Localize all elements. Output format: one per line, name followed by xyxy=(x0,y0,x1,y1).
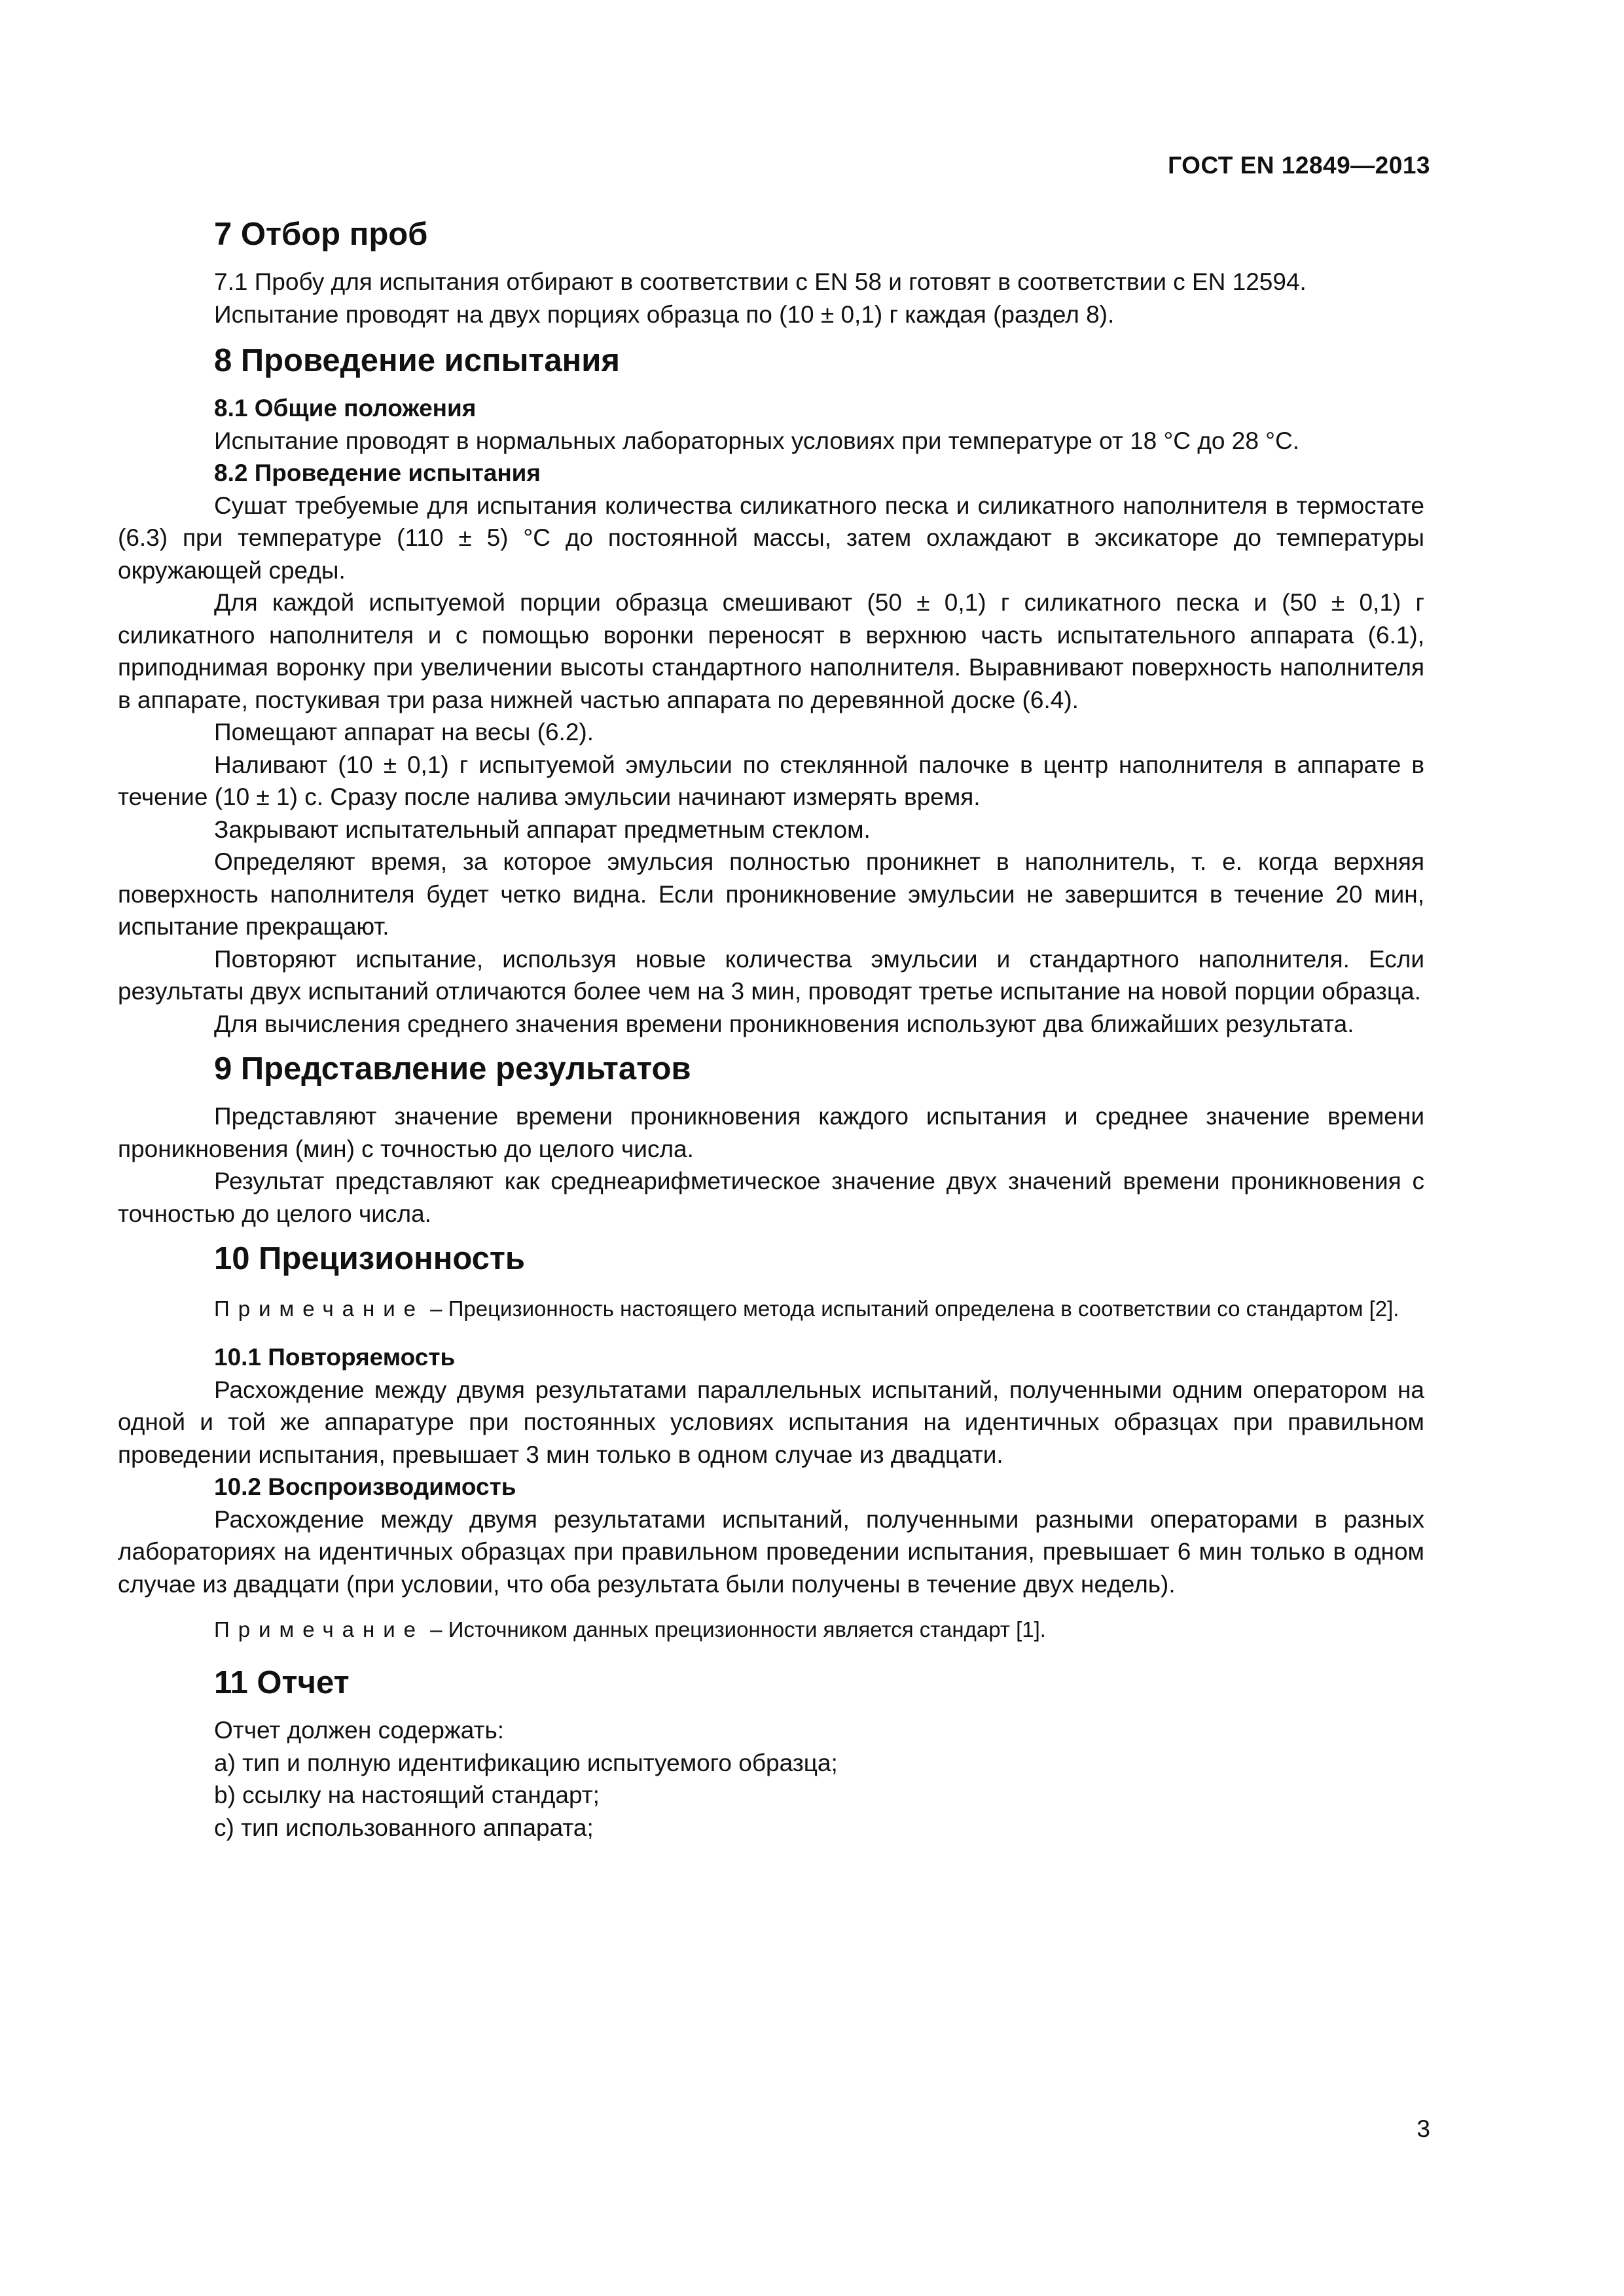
note-label: Примечание xyxy=(214,1617,425,1641)
paragraph: Повторяют испытание, используя новые количества эмульсии и стандартного наполнителя. Если результаты двух испытаний отличаются более чем на 3 мин, проводят третье испытание на новой порции образца. xyxy=(118,945,1424,1005)
paragraph: Расхождение между двумя результатами испытаний, полученными разными операторами в разных лабораториях на идентичных образцах при правильном проведении испытания, превышает 6 мин только в одном случае из двадцати (при условии, что оба результата были получены в течение двух недель). xyxy=(118,1505,1424,1598)
report-intro: Отчет должен содержать: xyxy=(214,1717,505,1744)
page-number: 3 xyxy=(1416,2115,1430,2142)
paragraph: Закрывают испытательный аппарат предметным стеклом. xyxy=(214,816,871,843)
subsection-10-2-heading: 10.2 Воспроизводимость xyxy=(214,1473,516,1500)
paragraph: Испытание проводят в нормальных лабораторных условиях при температуре от 18 °С до 28 °С. xyxy=(214,427,1299,454)
document-body xyxy=(118,208,1424,1844)
section-9-heading: 9 Представление результатов xyxy=(214,1051,691,1086)
list-item: a) тип и полную идентификацию испытуемого образца; xyxy=(214,1749,838,1776)
paragraph: 7.1 Пробу для испытания отбирают в соответствии с EN 58 и готовят в соответствии с EN 12594. xyxy=(214,268,1307,295)
note-text: – Прецизионность настоящего метода испытаний определена в соответствии со стандартом [2]. xyxy=(424,1297,1399,1321)
note-label: Примечание xyxy=(214,1297,425,1321)
note xyxy=(118,1615,1424,1645)
paragraph: Представляют значение времени проникновения каждого испытания и среднее значение времени проникновения (мин) с точностью до целого числа. xyxy=(118,1103,1424,1162)
section-7-heading: 7 Отбор проб xyxy=(214,217,428,252)
note xyxy=(118,1294,1424,1324)
paragraph: Определяют время, за которое эмульсия полностью проникнет в наполнитель, т. е. когда верхняя поверхность наполнителя будет четко видна. Если проникновение эмульсии не завершится в течение 20 мин, испытание прекращают. xyxy=(118,848,1424,940)
subsection-8-1-heading: 8.1 Общие положения xyxy=(214,395,477,422)
list-item: c) тип использованного аппарата; xyxy=(214,1814,594,1841)
paragraph: Испытание проводят на двух порциях образца по (10 ± 0,1) г каждая (раздел 8). xyxy=(214,300,1115,328)
section-11-heading: 11 Отчет xyxy=(214,1665,350,1700)
note-text: – Источником данных прецизионности является стандарт [1]. xyxy=(424,1617,1046,1641)
document-code: ГОСТ EN 12849—2013 xyxy=(1168,152,1430,179)
paragraph: Расхождение между двумя результатами параллельных испытаний, полученными одним оператором на одной и той же аппаратуре при постоянных условиях испытания на идентичных образцах при правильном проведении испытания, превышает 3 мин только в одном случае из двадцати. xyxy=(118,1376,1424,1468)
paragraph: Наливают (10 ± 0,1) г испытуемой эмульсии по стеклянной палочке в центр наполнителя в аппарате в течение (10 ± 1) с. Сразу после налива эмульсии начинают измерять время. xyxy=(118,751,1424,810)
list-item: b) ссылку на настоящий стандарт; xyxy=(214,1782,600,1808)
paragraph: Результат представляют как среднеарифметическое значение двух значений времени проникновения с точностью до целого числа. xyxy=(118,1168,1424,1227)
section-8-heading: 8 Проведение испытания xyxy=(214,343,620,378)
paragraph: Для каждой испытуемой порции образца смешивают (50 ± 0,1) г силикатного песка и (50 ± 0,1) г силикатного наполнителя и с помощью воронки переносят в верхнюю часть испытательного аппарата (6.1), приподнимая воронку при увеличении высоты стандартного наполнителя. Выравнивают поверхность наполнителя в аппарате, постукивая три раза нижней частью аппарата по деревянной доске (6.4). xyxy=(118,589,1424,713)
subsection-10-1-heading: 10.1 Повторяемость xyxy=(214,1344,456,1371)
paragraph: Помещают аппарат на весы (6.2). xyxy=(214,719,594,745)
paragraph: Сушат требуемые для испытания количества силикатного песка и силикатного наполнителя в термостате (6.3) при температуре (110 ± 5) °С до постоянной массы, затем охлаждают в эксикаторе до температуры окружающей среды. xyxy=(118,492,1424,584)
section-10-heading: 10 Прецизионность xyxy=(214,1241,526,1276)
paragraph: Для вычисления среднего значения времени проникновения используют два ближайших результата. xyxy=(214,1010,1354,1037)
subsection-8-2-heading: 8.2 Проведение испытания xyxy=(214,459,541,486)
